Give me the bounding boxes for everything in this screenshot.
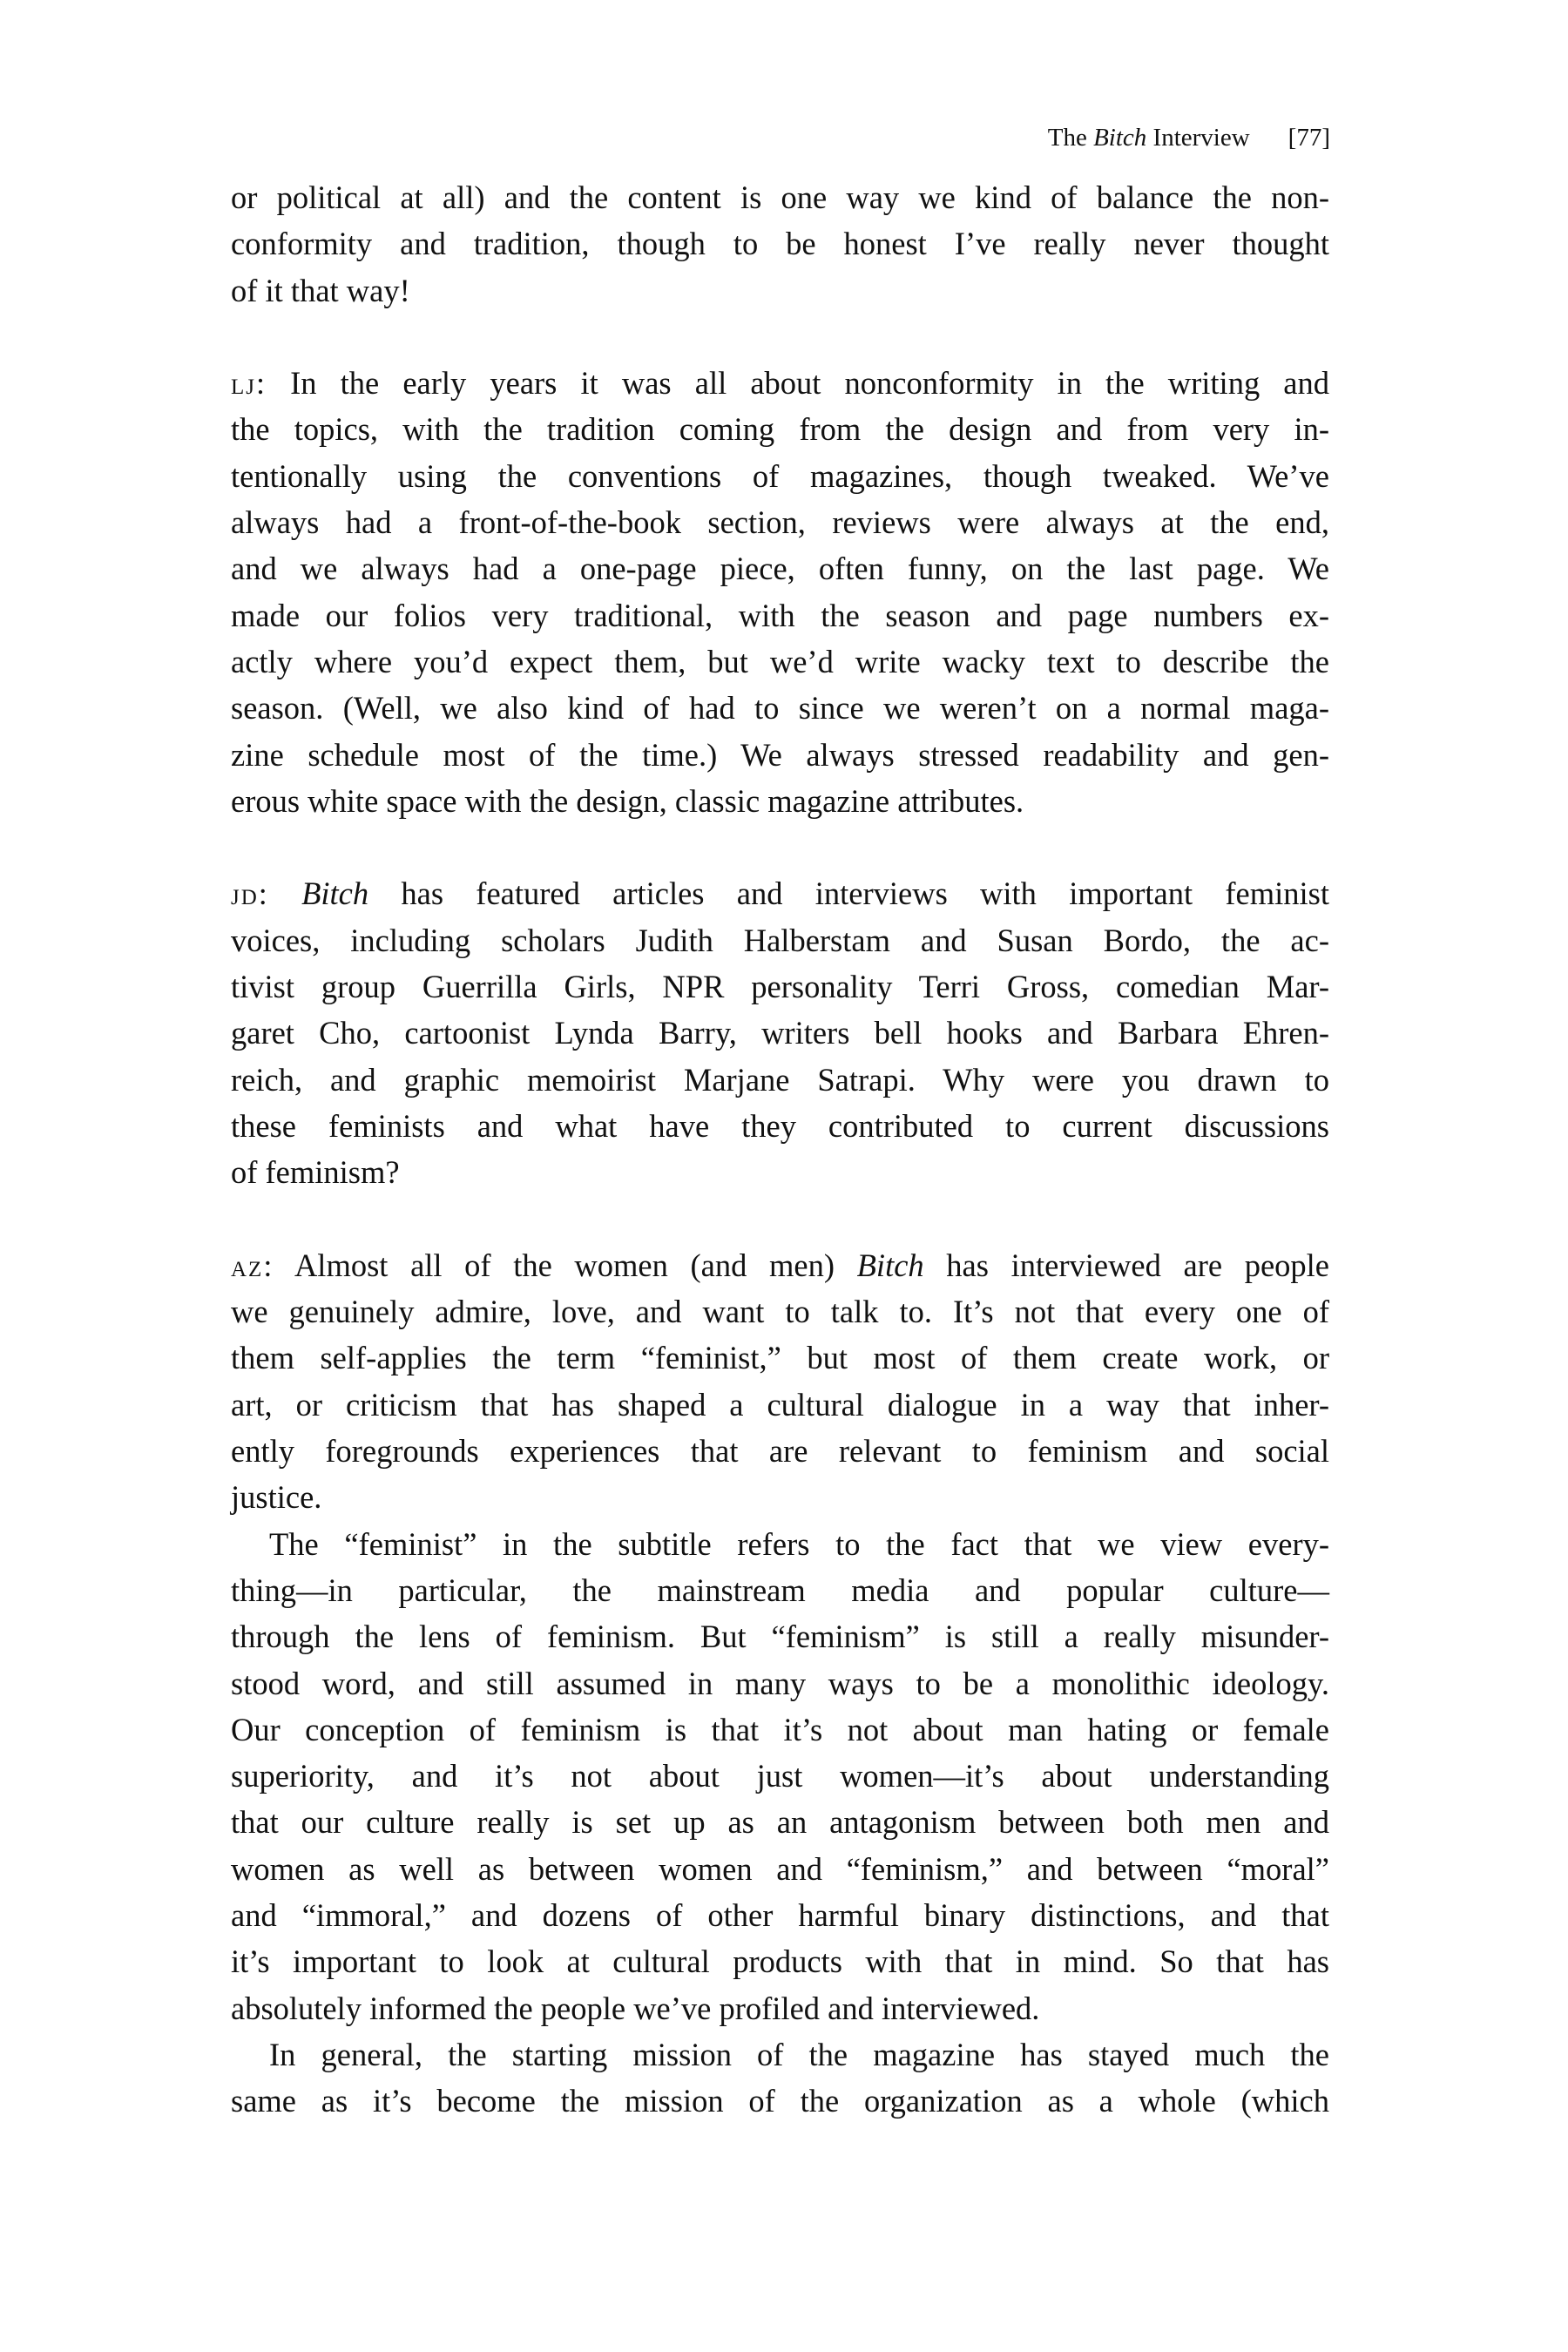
text-line: absolutely informed the people we’ve profiled and interviewed. (231, 1990, 1040, 2026)
text-line: reich, and graphic memoirist Marjane Satrapi. Why were you drawn to (231, 1061, 1329, 1098)
running-head-title-post: Interview (1146, 124, 1250, 152)
body-text (231, 174, 1329, 2124)
text-line: zine schedule most of the time.) We always stressed readability and gen- (231, 736, 1329, 773)
text-line-content: has interviewed are people (923, 1247, 1329, 1283)
italic-title: Bitch (301, 875, 369, 912)
text-line: thing—in particular, the mainstream media and popular culture— (231, 1571, 1329, 1608)
paragraph-gap (231, 314, 1329, 360)
running-head-title-italic: Bitch (1093, 124, 1147, 152)
text-line: superiority, and it’s not about just women—it’s about understanding (231, 1758, 1329, 1794)
text-line (231, 870, 1329, 916)
text-line: always had a front-of-the-book section, reviews were always at the end, (231, 504, 1329, 541)
running-head-title (1048, 124, 1250, 152)
text-line: made our folios very traditional, with the season and page numbers ex- (231, 597, 1329, 633)
speaker-label: lj: (231, 366, 267, 402)
text-line: voices, including scholars Judith Halberstam and Susan Bordo, the ac- (231, 922, 1329, 958)
text-line: Our conception of feminism is that it’s not about man hating or female (231, 1711, 1329, 1747)
text-line: The “feminist” in the subtitle refers to the fact that we view every- (269, 1525, 1329, 1562)
text-line: season. (Well, we also kind of had to since we weren’t on a normal maga- (231, 690, 1329, 727)
text-line: ently foregrounds experiences that are relevant to feminism and social (231, 1433, 1329, 1470)
text-line: women as well as between women and “feminism,” and between “moral” (231, 1850, 1329, 1887)
page-number: [77] (1288, 124, 1330, 152)
text-line: of feminism? (231, 1154, 400, 1191)
text-line: In general, the starting mission of the magazine has stayed much the (269, 2036, 1329, 2072)
text-line: same as it’s become the mission of the organization as a whole (which (231, 2083, 1329, 2119)
text-line: justice. (231, 1479, 322, 1516)
text-line: actly where you’d expect them, but we’d write wacky text to describe the (231, 643, 1329, 679)
text-line: conformity and tradition, though to be honest I’ve really never thought (231, 226, 1329, 262)
text-line (231, 1242, 1329, 1288)
text-line: and we always had a one-page piece, often funny, on the last page. We (231, 551, 1329, 587)
paragraph-feminist-subtitle (231, 1521, 1329, 2031)
running-head-title-pre: The (1047, 124, 1094, 152)
text-line: art, or criticism that has shaped a cultural dialogue in a way that inher- (231, 1386, 1329, 1423)
paragraph-gap (231, 824, 1329, 870)
text-line: tentionally using the conventions of magazines, though tweaked. We’ve (231, 457, 1329, 494)
text-line: the topics, with the tradition coming from the design and from very in- (231, 411, 1329, 448)
text-line-content: Almost all of the women (and men) (274, 1247, 857, 1283)
text-line: through the lens of feminism. But “feminism” is still a really misunder- (231, 1619, 1329, 1655)
text-line: stood word, and still assumed in many ways to be a monolithic ideology. (231, 1665, 1329, 1701)
text-line: these feminists and what have they contributed to current discussions (231, 1107, 1329, 1144)
text-line: that our culture really is set up as an antagonism between both men and (231, 1804, 1329, 1841)
text-line: of it that way! (231, 272, 410, 308)
italic-title: Bitch (856, 1247, 924, 1283)
speaker-label: jd: (231, 876, 269, 912)
text-line: it’s important to look at cultural products with that in mind. So that has (231, 1943, 1329, 1980)
text-line: garet Cho, cartoonist Lynda Barry, writers bell hooks and Barbara Ehren- (231, 1015, 1329, 1051)
paragraph-continuation (231, 174, 1329, 314)
paragraph-az (231, 1242, 1329, 1521)
text-line-content: has featured articles and interviews with important feminist (368, 875, 1330, 912)
running-head (958, 120, 1330, 155)
paragraph-lj (231, 360, 1329, 824)
text-line: them self-applies the term “feminist,” but most of them create work, or (231, 1340, 1329, 1376)
text-line: erous white space with the design, classic magazine attributes. (231, 782, 1024, 819)
text-line: and “immoral,” and dozens of other harmful binary distinctions, and that (231, 1896, 1329, 1933)
text-line-content: In the early years it was all about nonconformity in the writing and (267, 365, 1329, 402)
text-line (231, 360, 1329, 406)
text-line: tivist group Guerrilla Girls, NPR personality Terri Gross, comedian Mar- (231, 969, 1329, 1005)
speaker-label: az: (231, 1247, 274, 1283)
paragraph-jd (231, 870, 1329, 1195)
paragraph-mission (231, 2031, 1329, 2125)
text-line: or political at all) and the content is one way we kind of balance the non- (231, 179, 1329, 215)
text-line: we genuinely admire, love, and want to talk to. It’s not that every one of (231, 1294, 1329, 1330)
paragraph-gap (231, 1196, 1329, 1242)
